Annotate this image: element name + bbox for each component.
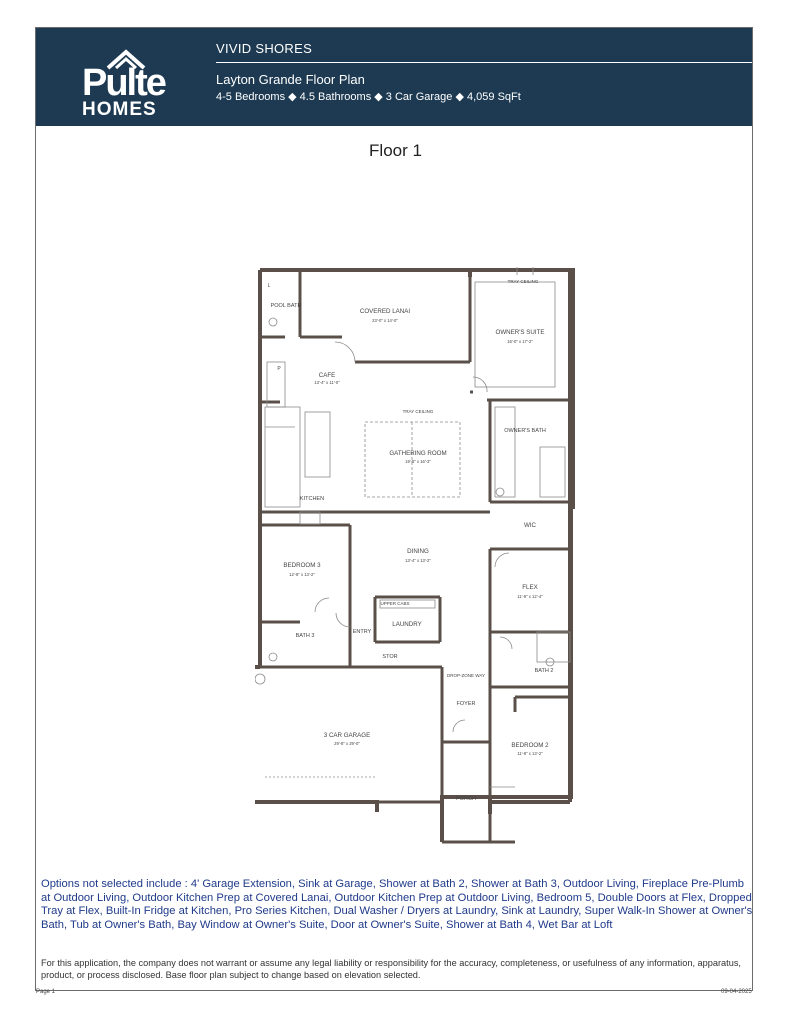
pool-bath-toilet xyxy=(269,318,277,326)
header-banner xyxy=(36,28,752,126)
label-kitchen: KITCHEN xyxy=(299,496,325,502)
label-cafe: CAFE xyxy=(318,372,336,379)
label-covered-lanai: COVERED LANAI xyxy=(359,308,411,315)
label-pool-bath: POOL BATH xyxy=(270,303,302,309)
header-divider xyxy=(216,62,752,63)
dims-cafe: 13'-4" x 11'-0" xyxy=(314,380,340,385)
label-tray-ceiling-gathering: TRAY CEILING xyxy=(402,409,434,414)
floor-plan-diagram xyxy=(255,267,575,857)
label-garage: 3 CAR GARAGE xyxy=(323,732,371,739)
label-bath-3: BATH 3 xyxy=(295,633,315,639)
label-pantry: P xyxy=(277,366,281,372)
label-owners-suite: OWNER'S SUITE xyxy=(495,329,545,336)
disclaimer: For this application, the company does not warrant or assume any legal liability or responsibility for the accuracy, completeness, or usefulness of any information, apparatus, product, or process disclosed. Base floor plan subject to change based on elevation selected. xyxy=(41,958,741,980)
print-date: 09-04-2025 xyxy=(721,989,752,995)
label-entry: ENTRY xyxy=(352,629,372,635)
pantry-cabinet xyxy=(267,362,285,407)
label-bath-2: BATH 2 xyxy=(534,668,554,674)
label-linen: L xyxy=(267,283,271,289)
kitchen-island xyxy=(305,412,330,477)
dims-gathering-room: 19'-8" x 16'-3" xyxy=(405,459,431,464)
label-flex: FLEX xyxy=(522,584,538,591)
plan-name: Layton Grande Floor Plan xyxy=(216,72,365,87)
dims-owners-suite: 16'-0" x 17'-2" xyxy=(507,339,533,344)
label-dining: DINING xyxy=(407,548,429,555)
dims-flex: 11'-9" x 12'-4" xyxy=(517,594,543,599)
community-name: VIVID SHORES xyxy=(216,41,313,56)
dims-bedroom-2: 11'-9" x 13'-2" xyxy=(517,751,543,756)
label-wic: WIC xyxy=(523,522,537,529)
label-laundry: LAUNDRY xyxy=(392,621,422,628)
label-drop-zone: DROP-ZONE WAY xyxy=(447,673,485,678)
label-gathering-room: GATHERING ROOM xyxy=(389,450,447,457)
bath2-tub xyxy=(537,632,570,662)
label-tray-ceiling-owner: TRAY CEILING xyxy=(507,279,539,284)
dims-garage: 29'-8" x 29'-0" xyxy=(334,741,360,746)
pulte-homes-logo xyxy=(78,48,170,122)
label-porch: PORCH xyxy=(456,796,476,802)
floor-title: Floor 1 xyxy=(369,141,422,160)
label-stor: STOR xyxy=(382,654,398,660)
label-upper-cabs: UPPER CABS xyxy=(380,601,410,606)
label-bedroom-3: BEDROOM 3 xyxy=(283,562,321,569)
label-bedroom-2: BEDROOM 2 xyxy=(511,742,549,749)
options-not-selected: Options not selected include : 4' Garage Extension, Sink at Garage, Shower at Bath 2, Shower at Bath 3, Outdoor Living, Fireplace Pre-Plumb at Outdoor Living, Outdoor Kitchen Prep at Covered Lanai, Outdoor Kitchen Prep at Outdoor Living, Bedroom 5, Double Doors at Flex, Dropped Tray at Flex, Built-In Fridge at Kitchen, Pro Series Kitchen, Dual Washer / Dryers at Laundry, Sink at Laundry, Super Walk-In Shower at Owner's Bath, Tub at Owner's Bath, Bay Window at Owner's Suite, Door at Owner's Suite, Shower at Bath 4, Wet Bar at Loft xyxy=(41,878,753,931)
dims-covered-lanai: 23'-0" x 14'-0" xyxy=(372,318,398,323)
dims-dining: 13'-4" x 13'-2" xyxy=(405,558,431,563)
label-owners-bath: OWNER'S BATH xyxy=(504,428,546,434)
logo-wordmark: Pulte xyxy=(82,62,165,104)
dims-bedroom-3: 12'-8" x 13'-2" xyxy=(289,572,315,577)
logo-subtext: HOMES xyxy=(82,99,157,120)
exterior-wall xyxy=(255,270,575,842)
plan-specs: 4-5 Bedrooms ◆ 4.5 Bathrooms ◆ 3 Car Garage ◆ 4,059 SqFt xyxy=(216,91,521,103)
label-foyer: FOYER xyxy=(456,701,476,707)
page-number: Page 1 xyxy=(36,989,56,995)
